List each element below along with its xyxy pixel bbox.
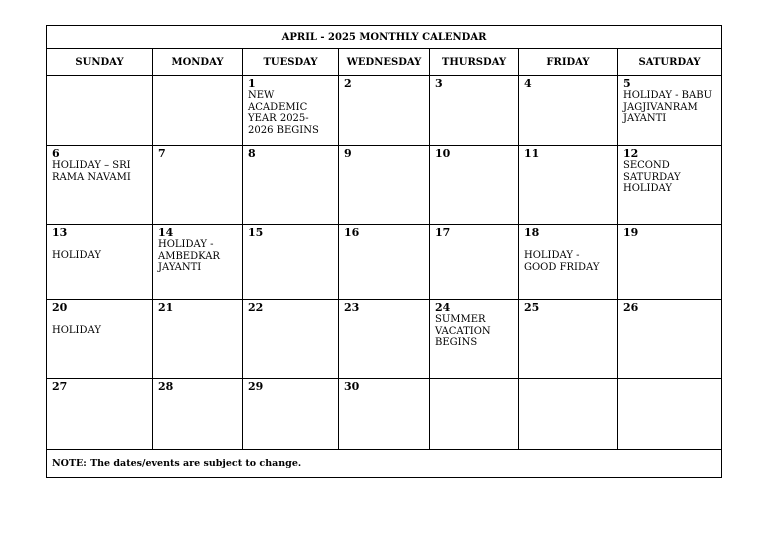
day-number: 27 [52,380,68,393]
day-cell [339,300,430,379]
day-cell [243,76,339,146]
weekday-sunday: SUNDAY [47,49,153,76]
day-number: 16 [344,226,360,239]
day-cell [430,225,519,300]
calendar-title: APRIL - 2025 MONTHLY CALENDAR [47,26,722,49]
day-event: HOLIDAY [52,250,101,261]
day-event: HOLIDAY – SRI RAMA NAVAMI [52,160,131,183]
day-cell [339,76,430,146]
day-cell [339,225,430,300]
day-number: 7 [158,147,166,160]
day-cell [243,379,339,450]
day-cell [430,300,519,379]
day-cell [153,146,243,225]
day-cell [47,379,153,450]
day-event: SECOND SATURDAY HOLIDAY [623,160,681,194]
day-event: HOLIDAY - BABU JAGJIVANRAM JAYANTI [623,90,713,124]
day-cell [430,379,519,450]
day-cell [47,225,153,300]
day-event: HOLIDAY [52,325,101,336]
day-number: 9 [344,147,352,160]
calendar-table [46,25,722,478]
weekday-header-row [47,49,722,76]
weekday-wednesday: WEDNESDAY [339,49,430,76]
day-number: 20 [52,301,68,314]
day-number: 24 [435,301,451,314]
day-cell [519,300,618,379]
day-cell [519,379,618,450]
day-cell [47,76,153,146]
day-cell [618,76,722,146]
day-number: 26 [623,301,639,314]
week-row [47,300,722,379]
day-cell [618,379,722,450]
day-number: 17 [435,226,451,239]
disclaimer-note: NOTE: The dates/events are subject to change. [47,450,722,478]
day-number: 8 [248,147,256,160]
day-number: 14 [158,226,174,239]
day-cell [47,300,153,379]
day-number: 12 [623,147,639,160]
weekday-monday: MONDAY [153,49,243,76]
day-number: 19 [623,226,639,239]
day-number: 6 [52,147,60,160]
day-cell [153,300,243,379]
day-event: SUMMER VACATION BEGINS [435,314,491,348]
day-number: 1 [248,77,256,90]
weekday-friday: FRIDAY [519,49,618,76]
day-cell [243,146,339,225]
day-number: 15 [248,226,264,239]
day-event: HOLIDAY - GOOD FRIDAY [524,250,600,273]
day-cell [47,146,153,225]
day-cell [618,146,722,225]
day-cell [243,225,339,300]
day-cell [618,300,722,379]
day-event: NEW ACADEMIC YEAR 2025-2026 BEGINS [248,90,319,136]
day-number: 5 [623,77,631,90]
weekday-saturday: SATURDAY [618,49,722,76]
week-row [47,146,722,225]
day-number: 29 [248,380,264,393]
day-cell [519,225,618,300]
day-number: 25 [524,301,540,314]
day-cell [519,146,618,225]
week-row [47,379,722,450]
day-number: 21 [158,301,174,314]
day-cell [243,300,339,379]
weekday-thursday: THURSDAY [430,49,519,76]
day-number: 4 [524,77,532,90]
day-number: 30 [344,380,360,393]
day-cell [339,379,430,450]
day-number: 28 [158,380,174,393]
day-cell [430,76,519,146]
day-cell [153,379,243,450]
day-number: 23 [344,301,360,314]
day-event: HOLIDAY - AMBEDKAR JAYANTI [158,239,220,273]
day-number: 10 [435,147,451,160]
week-row [47,76,722,146]
day-number: 18 [524,226,540,239]
day-cell [618,225,722,300]
day-number: 22 [248,301,264,314]
day-number: 11 [524,147,540,160]
day-cell [153,76,243,146]
day-number: 3 [435,77,443,90]
day-cell [153,225,243,300]
weekday-tuesday: TUESDAY [243,49,339,76]
day-cell [430,146,519,225]
day-number: 2 [344,77,352,90]
week-row [47,225,722,300]
day-cell [519,76,618,146]
day-cell [339,146,430,225]
day-number: 13 [52,226,68,239]
